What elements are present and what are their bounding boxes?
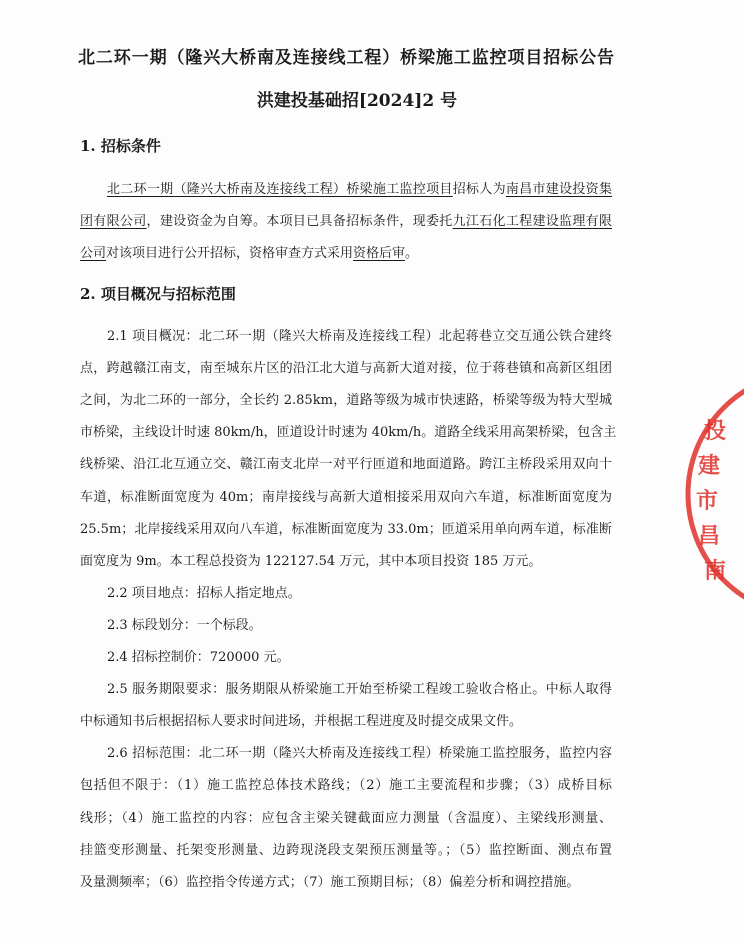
paragraph-line: 及量测频率；（6）监控指令传递方式；（7）施工预期目标；（8）偏差分析和调控措施。 <box>80 874 580 890</box>
paragraph-line: 市桥梁，主线设计时速 80km/h，匝道设计时速为 40km/h。道路全线采用高架桥梁，包含主 <box>80 425 617 441</box>
underlined-text: 九江石化工程建设监理有限 <box>452 214 612 229</box>
svg-text:市: 市 <box>696 488 719 514</box>
paragraph-line: 2.5 服务期限要求：服务期限从桥梁施工开始至桥梁工程竣工验收合格止。中标人取得 <box>107 682 612 698</box>
paragraph-line: 包括但不限于：（1）施工监控总体技术路线；（2）施工主要流程和步骤；（3）成桥目标 <box>80 778 612 794</box>
text-segment: ，建设资金为自筹。本项目已具备招标条件，现委托 <box>146 214 453 229</box>
svg-text:昌: 昌 <box>698 523 721 549</box>
text-segment: 对该项目进行公开招标，资格审查方式采用 <box>106 246 354 261</box>
paragraph-line <box>107 180 612 200</box>
document-title: 北二环一期（隆兴大桥南及连接线工程）桥梁施工监控项目招标公告 <box>78 48 614 68</box>
paragraph-line: 挂篮变形测量、托架变形测量、边跨现浇段支架预压测量等。；（5）监控断面、测点布置 <box>80 842 612 858</box>
underlined-text: 南昌市建设投资集 <box>505 182 612 197</box>
section-2-heading: 2. 项目概况与招标范围 <box>80 285 236 303</box>
section-1-heading: 1. 招标条件 <box>80 137 161 155</box>
paragraph-line: 2.6 招标范围：北二环一期（隆兴大桥南及连接线工程）桥梁施工监控服务，监控内容 <box>107 746 612 762</box>
paragraph-line <box>80 244 612 264</box>
official-seal-stamp <box>684 368 744 628</box>
underlined-text: 北二环一期（隆兴大桥南及连接线工程）桥梁施工监控项目 <box>107 182 453 197</box>
paragraph-line: 点，跨越赣江南支，南至城东片区的沿江北大道与高新大道对接，位于蒋巷镇和高新区组团 <box>80 361 612 377</box>
paragraph-line: 25.5m；北岸接线采用双向八车道，标准断面宽度为 33.0m；匝道采用单向两车道，标准断 <box>80 521 612 537</box>
paragraph-line <box>80 212 612 232</box>
document-number: 洪建投基础招[2024]2 号 <box>256 91 458 111</box>
paragraph-line: 2.3 标段划分：一个标段。 <box>107 617 262 633</box>
underlined-text: 公司 <box>80 246 107 261</box>
paragraph-line: 线形；（4）施工监控的内容：应包含主梁关键截面应力测量（含温度）、主梁线形测量、 <box>80 810 612 826</box>
paragraph-line: 车道，标准断面宽度为 40m；南岸接线与高新大道相接采用双向六车道，标准断面宽度为 <box>80 489 612 505</box>
paragraph-line: 2.2 项目地点：招标人指定地点。 <box>107 585 301 601</box>
paragraph-line: 2.4 招标控制价：720000 元。 <box>107 650 290 665</box>
svg-text:南: 南 <box>704 558 727 584</box>
underlined-text: 团有限公司 <box>80 214 147 229</box>
text-segment: 。 <box>405 246 419 261</box>
paragraph-line: 线桥梁、沿江北互通立交、赣江南支北岸一对平行匝道和地面道路。跨江主桥段采用双向十 <box>80 457 612 473</box>
paragraph-line: 之间，为北二环的一部分，全长约 2.85km，道路等级为城市快速路，桥梁等级为特大型城 <box>80 393 612 409</box>
paragraph-line: 中标通知书后根据招标人要求时间进场，并根据工程进度及时提交成果文件。 <box>80 714 523 730</box>
paragraph-line: 2.1 项目概况：北二环一期（隆兴大桥南及连接线工程）北起蒋巷立交互通公铁合建终 <box>107 329 612 344</box>
paragraph-line: 面宽度为 9m。本工程总投资为 122127.54 万元，其中本项目投资 185 万元。 <box>80 553 542 569</box>
underlined-text: 资格后审 <box>353 246 406 261</box>
svg-text:投: 投 <box>704 418 727 444</box>
text-segment: 招标人为 <box>452 182 506 197</box>
svg-text:建: 建 <box>698 453 721 479</box>
